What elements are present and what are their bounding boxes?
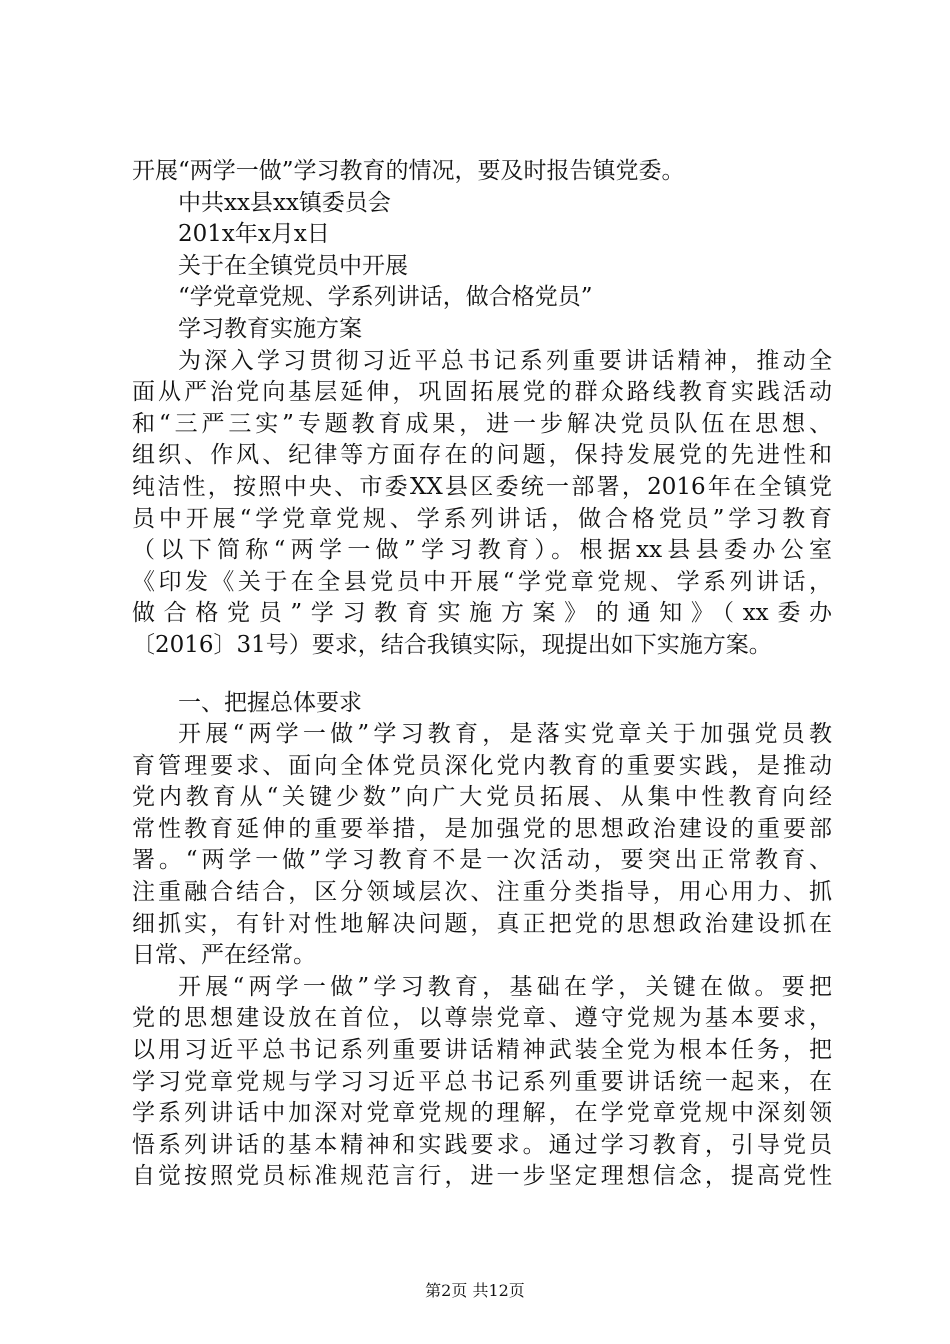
section-heading: 一、把握总体要求 <box>178 689 362 716</box>
text-line: 自觉按照党员标准规范言行，进一步坚定理想信念，提高党性 <box>132 1163 832 1190</box>
text-line: 党的思想建设放在首位，以尊崇党章、遵守党规为基本要求， <box>132 1005 832 1032</box>
text-line: 〔2016〕31号）要求，结合我镇实际，现提出如下实施方案。 <box>132 631 772 658</box>
page-number: 第2页 共12页 <box>425 1281 525 1300</box>
text-line: （以下简称“两学一做”学习教育）。根据xx县县委办公室 <box>132 537 832 564</box>
text-line: 开展“两学一做”学习教育，是落实党章关于加强党员教 <box>178 721 832 748</box>
title-line: “学党章党规、学系列讲话，做合格党员” <box>178 284 593 311</box>
text-line: 育管理要求、面向全体党员深化党内教育的重要实践，是推动 <box>132 752 832 779</box>
paragraph-gap <box>132 662 832 688</box>
text-line: 注重融合结合，区分领域层次、注重分类指导，用心用力、抓 <box>132 879 832 906</box>
text-line: 做合格党员”学习教育实施方案》的通知》（xx委办 <box>132 600 832 627</box>
text-line: 学系列讲话中加深对党章党规的理解，在学党章党规中深刻领 <box>132 1100 832 1127</box>
text-line: 署。“两学一做”学习教育不是一次活动，要突出正常教育、 <box>132 847 832 874</box>
date-line: 201x年x月x日 <box>178 221 330 248</box>
document-body <box>132 156 832 1193</box>
text-line: 和“三严三实”专题教育成果，进一步解决党员队伍在思想、 <box>132 410 832 437</box>
text-line: 学习党章党规与学习习近平总书记系列重要讲话统一起来，在 <box>132 1068 832 1095</box>
text-line: 面从严治党向基层延伸，巩固拓展党的群众路线教育实践活动 <box>132 379 832 406</box>
title-line: 学习教育实施方案 <box>178 315 362 342</box>
text-line: 常性教育延伸的重要举措，是加强党的思想政治建设的重要部 <box>132 815 832 842</box>
text-line: 纯洁性，按照中央、市委XX县区委统一部署，2016年在全镇党 <box>132 473 832 500</box>
text-line: 细抓实，有针对性地解决问题，真正把党的思想政治建设抓在 <box>132 910 832 937</box>
text-line: 开展“两学一做”学习教育，基础在学，关键在做。要把 <box>178 973 832 1000</box>
text-line: 悟系列讲话的基本精神和实践要求。通过学习教育，引导党员 <box>132 1131 832 1158</box>
text-line: 《印发《关于在全县党员中开展“学党章党规、学系列讲话， <box>132 568 832 595</box>
text-line: 党内教育从“关键少数”向广大党员拓展、从集中性教育向经 <box>132 784 832 811</box>
text-line: 员中开展“学党章党规、学系列讲话，做合格党员”学习教育 <box>132 505 832 532</box>
text-line: 开展“两学一做”学习教育的情况，要及时报告镇党委。 <box>132 158 685 184</box>
title-line: 关于在全镇党员中开展 <box>178 252 408 279</box>
text-line: 以用习近平总书记系列重要讲话精神武装全党为根本任务，把 <box>132 1037 832 1064</box>
text-line: 为深入学习贯彻习近平总书记系列重要讲话精神，推动全 <box>178 347 832 374</box>
text-line: 组织、作风、纪律等方面存在的问题，保持发展党的先进性和 <box>132 442 832 469</box>
issuer-line: 中共xx县xx镇委员会 <box>178 189 391 216</box>
text-line: 日常、严在经常。 <box>132 942 316 969</box>
